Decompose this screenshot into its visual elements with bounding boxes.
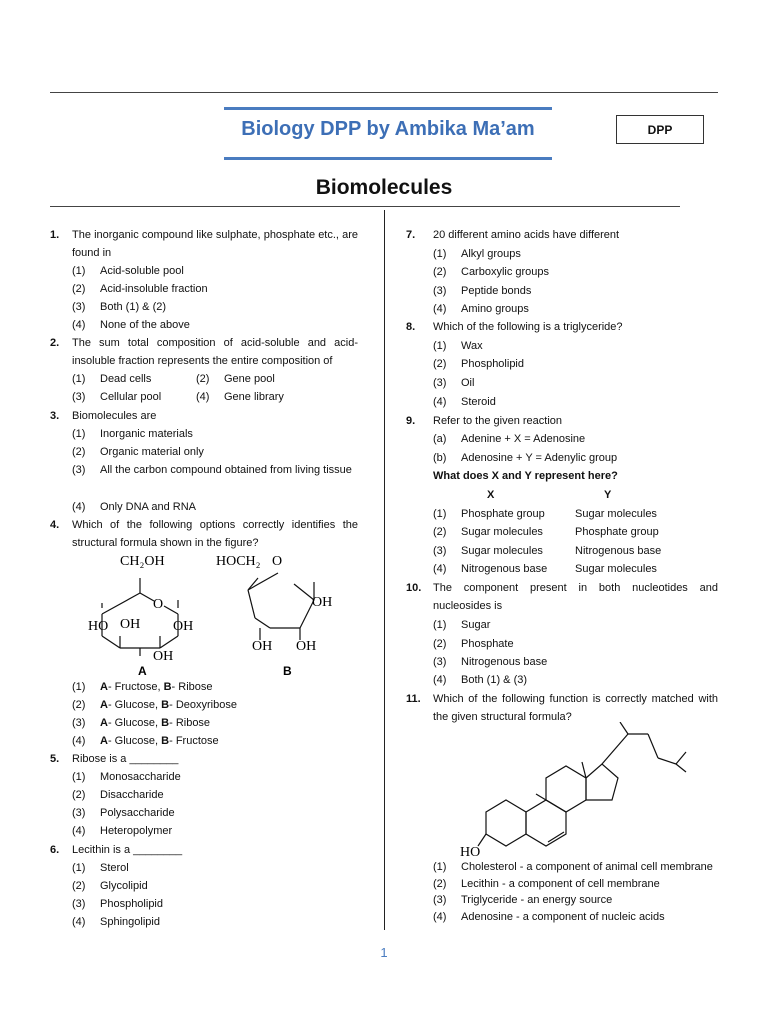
option-number: (4) <box>433 563 447 575</box>
option-number: (3) <box>433 656 447 668</box>
option-number: (1) <box>72 681 86 693</box>
option-number: (3) <box>72 898 86 910</box>
question-stem: The component present in both nucleotides and nucleosides is <box>433 582 718 612</box>
glucose-oh-label-4: OH <box>153 649 174 664</box>
question-stem: Which of the following is a triglyceride? <box>433 321 623 333</box>
glucose-ch2oh-label: CH₂OH <box>120 554 165 569</box>
question-stem: Which of the following function is correctly matched with the given structural formula? <box>433 693 718 723</box>
option-number: (2) <box>72 789 86 801</box>
option-number: (1) <box>72 771 86 783</box>
option-number: (1) <box>433 861 447 873</box>
glucose-ho-label: HO <box>88 619 109 634</box>
banner-bottom-bar <box>224 157 552 160</box>
option-number: (3) <box>72 717 86 729</box>
question-stem: Which of the following options correctly identifies the structural formula shown in the figure? <box>72 519 358 549</box>
option-text: - Glucose, <box>107 735 162 747</box>
option-number: (2) <box>433 526 447 538</box>
dpp-badge: DPP <box>616 115 704 144</box>
option-number: (1) <box>72 428 86 440</box>
option-number: (2) <box>433 638 447 650</box>
option-number: (4) <box>72 825 86 837</box>
option-text: - Fructose <box>169 735 219 747</box>
option-text: Glycolipid <box>100 880 148 892</box>
heading-rule <box>50 206 680 207</box>
option-text: Sphingolipid <box>100 916 160 928</box>
glucose-oh-label-2: OH <box>120 617 141 632</box>
option-text: All the carbon compound obtained from living tissue <box>100 464 352 476</box>
option-number: (2) <box>72 283 86 295</box>
option-text: Steroid <box>461 396 496 408</box>
option-text: Oil <box>461 377 475 389</box>
option-number: (4) <box>72 735 86 747</box>
option-text: Acid-soluble pool <box>100 265 184 277</box>
question-stem: 20 different amino acids have different <box>433 229 620 241</box>
cholesterol-structure-figure <box>450 722 700 860</box>
option-number: (3) <box>72 807 86 819</box>
option-label-a: A <box>100 735 108 747</box>
ribose-oh-label-3: OH <box>296 639 317 654</box>
question-stem: Biomolecules are <box>72 410 157 422</box>
option-number: (4) <box>433 674 447 686</box>
option-text: Wax <box>461 340 483 352</box>
option-number: (2) <box>72 699 86 711</box>
option-text: - Ribose <box>171 681 213 693</box>
option-number: (3) <box>433 377 447 389</box>
ribose-oh-label-2: OH <box>252 639 273 654</box>
option-number: (1) <box>433 248 447 260</box>
option-text: Acid-insoluble fraction <box>100 283 208 295</box>
option-text: Disaccharide <box>100 789 164 801</box>
option-text: Inorganic materials <box>100 428 193 440</box>
option-text: Peptide bonds <box>461 285 532 297</box>
option-text-x: Sugar molecules <box>461 545 543 557</box>
option-text: - Glucose, <box>107 717 162 729</box>
question-number: 2. <box>50 337 60 349</box>
option-number: (1) <box>72 862 86 874</box>
option-number: (2) <box>72 880 86 892</box>
option-text: Both (1) & (3) <box>461 674 528 686</box>
option-number: (2) <box>433 358 447 370</box>
page-heading: Biomolecules <box>315 176 453 199</box>
option-text: Amino groups <box>461 303 529 315</box>
option-text: Alkyl groups <box>461 248 521 260</box>
option-label-a: A <box>100 681 108 693</box>
option-label-b: B <box>163 681 172 693</box>
option-number: (4) <box>72 916 86 928</box>
option-number: (1) <box>72 373 86 385</box>
option-text: Dead cells <box>100 373 152 385</box>
option-text: Phospholipid <box>100 898 163 910</box>
question-stem: The sum total composition of acid-soluble and acid-insoluble fraction represents the entire composition of <box>72 337 358 367</box>
option-text: Phospholipid <box>461 358 524 370</box>
option-text: Heteropolymer <box>100 825 173 837</box>
question-number: 6. <box>50 844 60 856</box>
option-text: Triglyceride - an energy source <box>461 894 613 906</box>
question-stem: The inorganic compound like sulphate, phosphate etc., are found in <box>72 229 358 259</box>
ribose-oh-label-1: OH <box>312 595 333 610</box>
question-number: 4. <box>50 519 60 531</box>
option-label-a: A <box>100 717 108 729</box>
question-number: 5. <box>50 753 60 765</box>
reaction-text: Adenine + X = Adenosine <box>461 433 586 445</box>
option-text-x: Nitrogenous base <box>461 563 548 575</box>
option-text-x: Phosphate group <box>461 508 545 520</box>
option-text-x: Sugar molecules <box>461 526 543 538</box>
banner-title: Biology DPP by Ambika Ma’am <box>241 118 535 140</box>
option-number: (4) <box>72 501 86 513</box>
option-text-y: Phosphate group <box>575 526 659 538</box>
option-text: None of the above <box>100 319 190 331</box>
option-text: Both (1) & (2) <box>100 301 167 313</box>
banner-top-bar <box>224 107 552 110</box>
option-text-y: Sugar molecules <box>575 563 657 575</box>
question-number: 1. <box>50 229 60 241</box>
option-number: (4) <box>196 391 210 403</box>
option-text: Cellular pool <box>100 391 162 403</box>
sugar-structures-figure <box>80 548 360 680</box>
option-number: (1) <box>433 508 447 520</box>
option-text: Sterol <box>100 862 129 874</box>
option-number: (2) <box>433 878 447 890</box>
option-text: Gene library <box>224 391 284 403</box>
option-text: Cholesterol - a component of animal cell membrane <box>461 861 713 873</box>
q3-option-3[interactable] <box>72 461 358 497</box>
question-number: 11. <box>406 693 421 705</box>
option-label-a: A <box>100 699 108 711</box>
ribose-ring-o-label: O <box>272 554 283 569</box>
reaction-label: (a) <box>433 433 447 445</box>
option-text-y: Sugar molecules <box>575 508 657 520</box>
option-text: - Fructose, <box>107 681 164 693</box>
option-number: (4) <box>433 396 447 408</box>
question-number: 9. <box>406 415 416 427</box>
column-divider <box>384 210 385 930</box>
q9-prompt: What does X and Y represent here? <box>433 470 618 482</box>
option-number: (4) <box>72 319 86 331</box>
reaction-label: (b) <box>433 452 447 464</box>
option-text: Polysaccharide <box>100 807 175 819</box>
option-text: Lecithin - a component of cell membrane <box>461 878 660 890</box>
page-number: 1 <box>380 945 388 960</box>
option-number: (1) <box>72 265 86 277</box>
question-stem: Ribose is a ________ <box>72 753 179 765</box>
q9-column-x: X <box>487 489 495 501</box>
option-text: Nitrogenous base <box>461 656 548 668</box>
top-rule <box>50 92 718 93</box>
question-number: 8. <box>406 321 416 333</box>
question-number: 3. <box>50 410 60 422</box>
option-text: Adenosine - a component of nucleic acids <box>461 911 665 923</box>
figure-label-b: B <box>283 664 292 678</box>
option-label-b: B <box>161 699 170 711</box>
ribose-hoch2-label: HOCH₂ <box>216 554 261 569</box>
option-number: (4) <box>433 303 447 315</box>
option-number: (3) <box>72 391 86 403</box>
option-text: Phosphate <box>461 638 514 650</box>
question-stem: Refer to the given reaction <box>433 415 563 427</box>
option-text: - Ribose <box>169 717 211 729</box>
option-number: (2) <box>72 446 86 458</box>
option-label-b: B <box>161 717 170 729</box>
glucose-oh-label-3: OH <box>173 619 194 634</box>
option-number: (1) <box>433 619 447 631</box>
option-number: (1) <box>433 340 447 352</box>
option-text: Sugar <box>461 619 491 631</box>
question-stem: Lecithin is a ________ <box>72 844 183 856</box>
glucose-ring-o-label: O <box>153 597 164 612</box>
option-number: (4) <box>433 911 447 923</box>
option-text-y: Nitrogenous base <box>575 545 662 557</box>
option-text: Carboxylic groups <box>461 266 550 278</box>
reaction-text: Adenosine + Y = Adenylic group <box>461 452 618 464</box>
option-number: (3) <box>433 545 447 557</box>
option-text: Organic material only <box>100 446 204 458</box>
option-text: - Deoxyribose <box>169 699 237 711</box>
option-number: (2) <box>196 373 210 385</box>
question-number: 10. <box>406 582 422 594</box>
option-text: - Glucose, <box>107 699 162 711</box>
option-label-b: B <box>161 735 170 747</box>
question-number: 7. <box>406 229 416 241</box>
option-number: (3) <box>433 894 447 906</box>
option-text: Monosaccharide <box>100 771 181 783</box>
option-text: Only DNA and RNA <box>100 501 196 513</box>
figure-label-a: A <box>138 664 147 678</box>
cholesterol-ho-label: HO <box>460 845 481 860</box>
option-number: (2) <box>433 266 447 278</box>
option-number: (3) <box>72 464 86 476</box>
q9-column-y: Y <box>604 489 612 501</box>
option-number: (3) <box>433 285 447 297</box>
option-number: (3) <box>72 301 86 313</box>
option-text: Gene pool <box>224 373 275 385</box>
